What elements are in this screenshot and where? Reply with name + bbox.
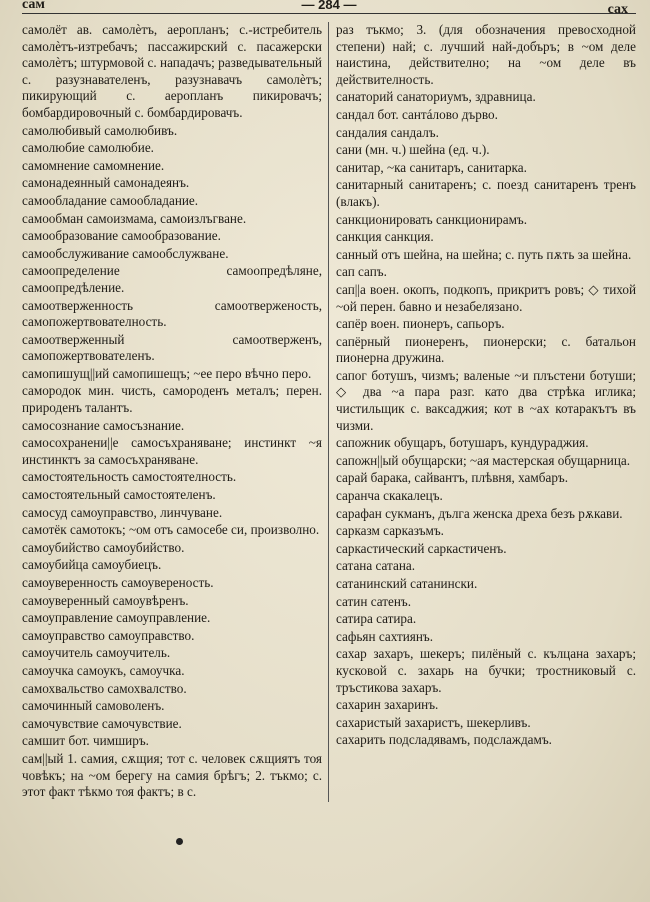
- dictionary-entry: самоубийство самоубийство.: [22, 539, 185, 555]
- dictionary-entry: самочинный самоволенъ.: [22, 698, 165, 714]
- dictionary-entry: самородок мин. чисть, самороденъ металъ; перен. природенъ талантъ.: [22, 383, 322, 416]
- dictionary-entry: сапёрный пионеренъ, пионерски; с. батальон пионерна дружина.: [336, 333, 636, 366]
- right-column: [329, 22, 636, 802]
- dictionary-entry: самосохранени||е самосъхраняване; инстинкт ~я инстинктъ за самосъхраняване.: [22, 435, 322, 467]
- dictionary-entry: самообразование самообразование.: [22, 228, 221, 244]
- dictionary-entry: самоучка самоукъ, самоучка.: [22, 662, 185, 678]
- dictionary-entry: сандалия сандалъ.: [336, 124, 439, 140]
- dictionary-entry: самочувствие самочувствие.: [22, 715, 182, 731]
- dictionary-entry: санитарный санитаренъ; с. поезд санитаренъ тренъ (влакъ).: [336, 177, 636, 209]
- dictionary-entry: сахарить подсладявамъ, подслаждамъ.: [336, 732, 552, 748]
- dictionary-entry: сандал бот. сантáлово дърво.: [336, 106, 498, 122]
- dictionary-entry: самостоятельность самостоятелность.: [22, 469, 237, 485]
- dictionary-entry: самоучитель самоучитель.: [22, 645, 171, 661]
- dictionary-entry: самостоятельный самостоятеленъ.: [22, 487, 216, 503]
- dictionary-entry: раз тъкмо; 3. (для обозначения превосходной степени) най; с. лучший най-добъръ; в ~ом деле наистина, действително; на ~ом деле въ действителность.: [336, 22, 636, 87]
- dictionary-entry: сахаристый захаристъ, шекерливъ.: [336, 714, 531, 730]
- dictionary-entry: самообладание самообладание.: [22, 192, 199, 208]
- dictionary-entry: самоуправство самоуправство.: [22, 627, 195, 643]
- dictionary-entry: сарафан сукманъ, дълга женска дреха безъ рѫкави.: [336, 505, 623, 521]
- dictionary-entry: самоуверенность самоувереность.: [22, 575, 214, 590]
- dictionary-entry: самомнение самомнение.: [22, 157, 165, 173]
- page-number: — 284 —: [301, 0, 357, 12]
- dictionary-entry: санкционировать санкционирамъ.: [336, 211, 528, 227]
- dictionary-entry: сарай барака, сайвантъ, плѣвня, хамбаръ.: [336, 470, 569, 486]
- ink-dot: [176, 838, 183, 845]
- dictionary-entry: самоотверженный самоотверженъ, самопожертвователенъ.: [22, 331, 322, 364]
- dictionary-entry: самоотверженность самоотверженость, самопожертвователность.: [22, 297, 322, 330]
- dictionary-entry: сатира сатира.: [336, 611, 417, 627]
- dictionary-entry: самоопределение самоопредѣляне, самоопредѣление.: [22, 263, 322, 295]
- page-header: [22, 0, 636, 20]
- dictionary-entry: сатанинский сатанински.: [336, 576, 478, 591]
- dictionary-entry: сапог ботушъ, чизмъ; валеные ~и плъстени ботуши; ◇ два ~а пара разг. като два стрѣка иглика; чистильщик с. ваксаджия; кот в ~ах котаракътъ въ чизми.: [336, 367, 636, 433]
- dictionary-entry: сатин сатенъ.: [336, 593, 412, 609]
- dictionary-entry: сап||а воен. окопъ, подкопъ, прикритъ ровъ; ◇ тихой ~ой перен. бавно и незабелязано.: [336, 281, 636, 314]
- header-left-guide-word: сам: [22, 0, 45, 12]
- dictionary-entry: самообман самоизмама, самоизлъгване.: [22, 210, 247, 226]
- left-column: [22, 22, 329, 802]
- dictionary-entry: санкция санкция.: [336, 229, 434, 245]
- dictionary-entry: самшит бот. чимширъ.: [22, 733, 149, 749]
- dictionary-entry: сахарин захаринъ.: [336, 697, 439, 713]
- header-rule: [22, 13, 636, 14]
- dictionary-entry: саранча скакалецъ.: [336, 488, 443, 504]
- dictionary-entry: самообслуживание самообслужване.: [22, 245, 229, 261]
- dictionary-entry: самонадеянный самонадеянъ.: [22, 175, 190, 191]
- dictionary-entry: санаторий санаториумъ, здравница.: [336, 89, 536, 105]
- dictionary-entry: самохвальство самохвалство.: [22, 680, 187, 696]
- dictionary-entry: сани (мн. ч.) шейна (ед. ч.).: [336, 142, 490, 158]
- dictionary-entry: санный отъ шейна, на шейна; с. путь пѫть за шейна.: [336, 246, 632, 262]
- dictionary-entry: самосуд самоуправство, линчуване.: [22, 504, 223, 520]
- dictionary-entry: самотёк самотокъ; ~ом отъ самосебе си, произволно.: [22, 522, 320, 538]
- dictionary-entry: саркастический саркастиченъ.: [336, 540, 507, 556]
- dictionary-entry: сапожн||ый обущарски; ~ая мастерская обущарница.: [336, 452, 631, 468]
- dictionary-entry: сатана сатана.: [336, 558, 416, 574]
- dictionary-entry: самопишущ||ий самопишещъ; ~ее перо вѣчно перо.: [22, 365, 312, 381]
- dictionary-entry: сам||ый 1. самия, сѫщия; тот с. человек сѫщиятъ тоя човѣкъ; на ~ом берегу на самия брѣгъ; 2. тъкмо; с. этот факт тѣкмо тоя фактъ; в с.: [22, 750, 322, 800]
- dictionary-entry: самолюбивый самолюбивъ.: [22, 122, 178, 138]
- dictionary-entry: сап сапъ.: [336, 264, 387, 280]
- dictionary-entry: самоуверенный самоувѣренъ.: [22, 592, 189, 608]
- dictionary-entry: самосознание самосъзнание.: [22, 417, 185, 433]
- dictionary-entry: сапожник обущаръ, ботушаръ, кундураджия.: [336, 435, 589, 451]
- dictionary-entry: самолюбие самолюбие.: [22, 140, 154, 156]
- dictionary-entry: сапёр воен. пионеръ, сапьоръ.: [336, 316, 505, 332]
- dictionary-entry: самолёт ав. самолѐтъ, аеропланъ; с.-истребитель самолѐтъ-изтребачъ; пассажирский с. пасажерски самолѐтъ; штурмовой с. нападачъ; разведывательный с. разузнавателенъ, разузнавачъ самолѐтъ; пикирующий с. аеропланъ пикировачъ; бомбардировочный с. бомбардировачъ.: [22, 22, 322, 120]
- dictionary-entry: самоуправление самоуправление.: [22, 610, 211, 626]
- dictionary-entry: сарказм сарказъмъ.: [336, 523, 444, 539]
- dictionary-entry: санитар, ~ка санитаръ, санитарка.: [336, 159, 527, 175]
- dictionary-entry: самоубийца самоубиецъ.: [22, 557, 162, 573]
- dictionary-entry: сафьян сахтиянъ.: [336, 628, 434, 644]
- dictionary-entry: сахар захаръ, шекеръ; пилёный с. кълцана захаръ; кусковой с. захарь на бучки; тростниковый с. тръстикова захаръ.: [336, 646, 636, 695]
- columns: [22, 22, 636, 802]
- header-right-guide-word: сах: [607, 2, 628, 17]
